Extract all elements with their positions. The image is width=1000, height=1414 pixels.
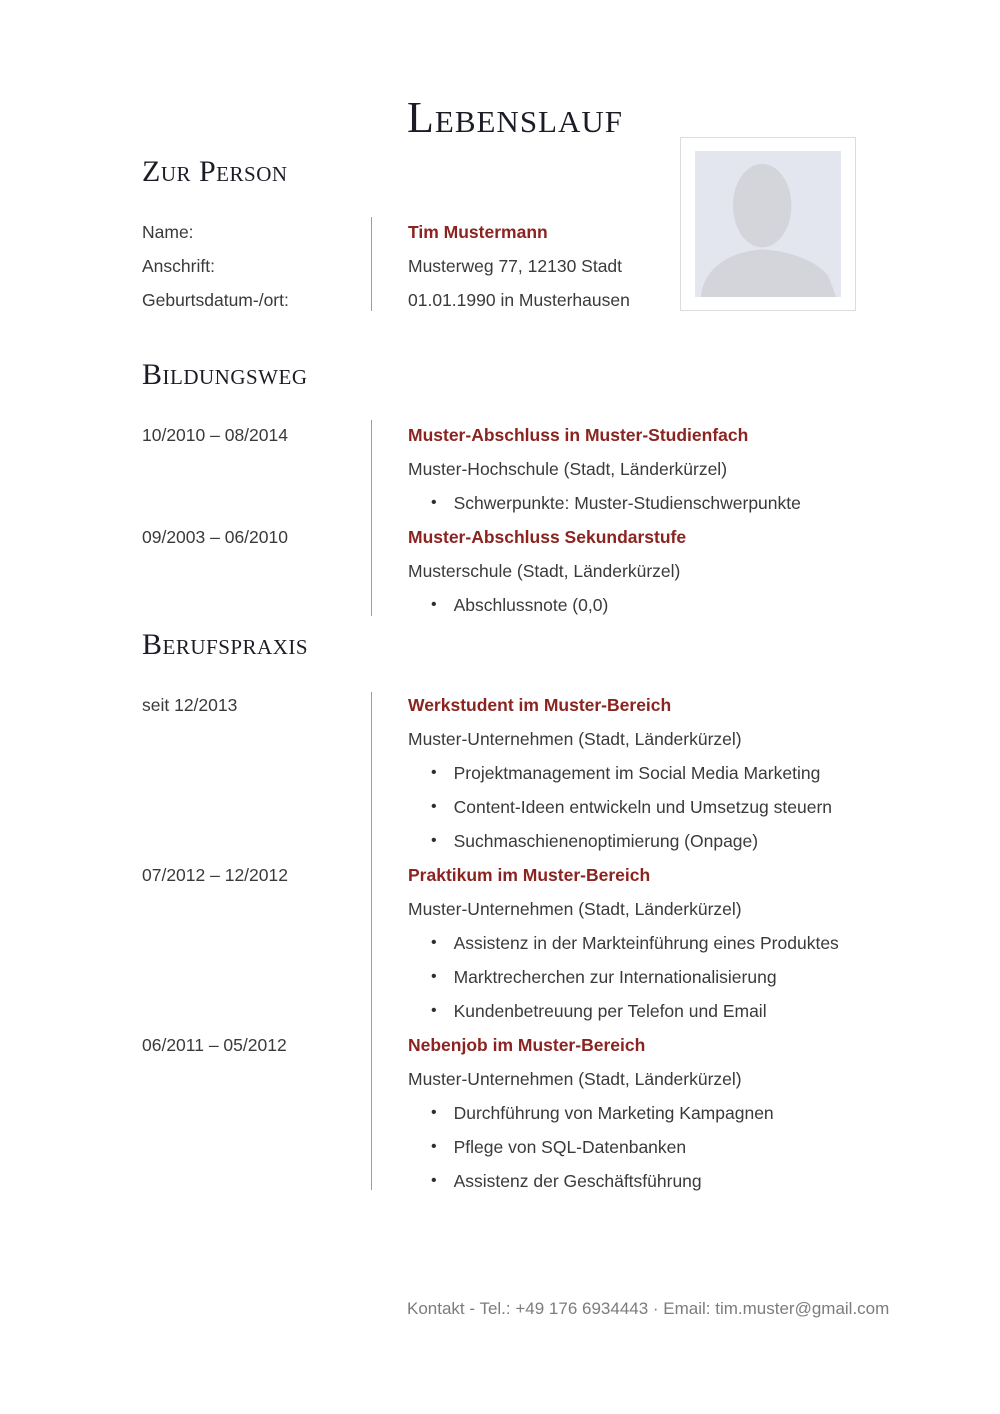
entry-bullet [408, 595, 887, 616]
experience-entry-bullet-row [142, 756, 887, 790]
person-row [142, 249, 887, 283]
bullet-icon: • [431, 596, 437, 613]
experience-entry-bullet-row [142, 960, 887, 994]
entry-period: 10/2010 – 08/2014 [142, 424, 288, 445]
contact-footer: Kontakt - Tel.: +49 176 6934443 · Email: tim.muster@gmail.com [407, 1299, 890, 1318]
section-heading-bildungsweg: Bildungsweg [142, 358, 308, 391]
experience-entry-title-row [142, 688, 887, 722]
bullet-icon: • [431, 1002, 437, 1019]
bullet-icon: • [431, 1104, 437, 1121]
bullet-icon: • [431, 1172, 437, 1189]
entry-title: Werkstudent im Muster-Bereich [408, 694, 672, 715]
entry-subtitle: Muster-Hochschule (Stadt, Länderkürzel) [408, 458, 728, 479]
education-entry-subtitle-row [142, 452, 887, 486]
bullet-text: Durchführung von Marketing Kampagnen [453, 1102, 774, 1123]
bullet-text: Content-Ideen entwickeln und Umsetzug steuern [453, 796, 833, 817]
entry-period: 06/2011 – 05/2012 [142, 1034, 287, 1055]
entry-subtitle: Musterschule (Stadt, Länderkürzel) [408, 560, 681, 581]
experience-entry-title-row [142, 1028, 887, 1062]
entry-title: Praktikum im Muster-Bereich [408, 864, 651, 885]
entry-bullet [408, 797, 887, 818]
bullet-icon: • [431, 494, 437, 511]
bullet-text: Pflege von SQL-Datenbanken [453, 1136, 687, 1157]
bullet-icon: • [431, 968, 437, 985]
entry-bullet [408, 493, 887, 514]
bullet-text: Assistenz der Geschäftsführung [453, 1170, 702, 1191]
page-title: Lebenslauf [407, 93, 624, 142]
entry-bullet [408, 831, 887, 852]
experience-entry-bullet-row [142, 926, 887, 960]
experience-rows [142, 688, 887, 1198]
person-rows [142, 215, 887, 317]
entry-bullet [408, 1103, 887, 1124]
bullet-icon: • [431, 798, 437, 815]
bullet-icon: • [431, 832, 437, 849]
entry-title: Muster-Abschluss in Muster-Studienfach [408, 424, 749, 445]
entry-subtitle: Muster-Unternehmen (Stadt, Länderkürzel) [408, 1068, 742, 1089]
education-rows [142, 418, 887, 622]
person-label: Anschrift: [142, 255, 215, 276]
entry-period: 07/2012 – 12/2012 [142, 864, 288, 885]
entry-bullet [408, 1001, 887, 1022]
entry-bullet [408, 763, 887, 784]
experience-entry-bullet-row [142, 824, 887, 858]
education-entry-subtitle-row [142, 554, 887, 588]
bullet-icon: • [431, 934, 437, 951]
education-entry-bullet-row [142, 486, 887, 520]
entry-subtitle: Muster-Unternehmen (Stadt, Länderkürzel) [408, 898, 742, 919]
entry-title: Nebenjob im Muster-Bereich [408, 1034, 646, 1055]
person-value: 01.01.1990 in Musterhausen [408, 289, 630, 310]
experience-entry-bullet-row [142, 1096, 887, 1130]
entry-title: Muster-Abschluss Sekundarstufe [408, 526, 687, 547]
entry-period: 09/2003 – 06/2010 [142, 526, 288, 547]
education-entry-title-row [142, 520, 887, 554]
bullet-text: Marktrecherchen zur Internationalisierung [453, 966, 777, 987]
person-value: Tim Mustermann [408, 221, 548, 242]
section-heading-zur-person: Zur Person [142, 155, 288, 188]
bullet-text: Assistenz in der Markteinführung eines Produktes [453, 932, 839, 953]
entry-bullet [408, 1171, 887, 1192]
experience-entry-bullet-row [142, 1130, 887, 1164]
entry-subtitle: Muster-Unternehmen (Stadt, Länderkürzel) [408, 728, 742, 749]
person-label: Geburtsdatum-/ort: [142, 289, 289, 310]
bullet-icon: • [431, 764, 437, 781]
bullet-text: Kundenbetreuung per Telefon und Email [453, 1000, 767, 1021]
bullet-text: Schwerpunkte: Muster-Studienschwerpunkte [453, 492, 801, 513]
entry-bullet [408, 933, 887, 954]
section-heading-berufspraxis: Berufspraxis [142, 628, 309, 661]
person-value: Musterweg 77, 12130 Stadt [408, 255, 623, 276]
bullet-text: Projektmanagement im Social Media Marketing [453, 762, 821, 783]
bullet-text: Suchmaschienenoptimierung (Onpage) [453, 830, 759, 851]
experience-entry-bullet-row [142, 994, 887, 1028]
entry-period: seit 12/2013 [142, 694, 238, 715]
experience-entry-subtitle-row [142, 1062, 887, 1096]
experience-entry-subtitle-row [142, 892, 887, 926]
person-label: Name: [142, 221, 194, 242]
education-entry-bullet-row [142, 588, 887, 622]
experience-entry-bullet-row [142, 1164, 887, 1198]
experience-entry-bullet-row [142, 790, 887, 824]
person-row [142, 215, 887, 249]
bullet-text: Abschlussnote (0,0) [453, 594, 609, 615]
bullet-icon: • [431, 1138, 437, 1155]
entry-bullet [408, 967, 887, 988]
experience-entry-title-row [142, 858, 887, 892]
person-row [142, 283, 887, 317]
education-entry-title-row [142, 418, 887, 452]
entry-bullet [408, 1137, 887, 1158]
experience-entry-subtitle-row [142, 722, 887, 756]
